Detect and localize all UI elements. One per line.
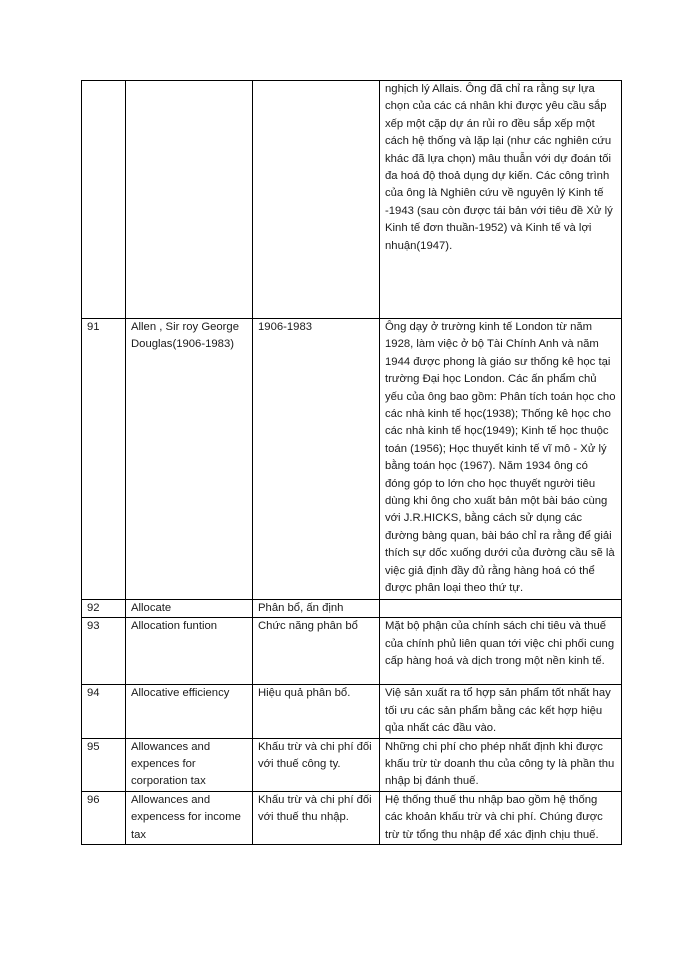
- entry-term: Allocation funtion: [126, 618, 253, 685]
- entry-description: Ông dạy ở trường kinh tế London từ năm 1928, làm việc ở bộ Tài Chính Anh và năm 1944 được phong là giáo sư thống kê học tại trường Đại học London. Các ấn phẩm chủ yếu của ông bao gồm: Phân tích toán học cho các nhà kinh tế học(1938); Thống kê học cho các nhà kinh tế học(1949); Kinh tế học thuộc toán (1956); Học thuyết kinh tế vĩ mô - Xử lý bằng toán học (1967). Năm 1934 ông có đóng góp to lớn cho học thuyết người tiêu dùng khi ông cho xuất bản một bài báo cùng với J.R.HICKS, bằng cách sử dụng các đường bàng quan, bài báo chỉ ra rằng để giải thích sự dốc xuống dưới của đường cầu sẽ là việc giả định đầy đủ rằng hàng hoá có thể được phân loại theo thứ tự.: [380, 319, 622, 600]
- entry-number: 91: [82, 319, 126, 600]
- entry-number: 94: [82, 685, 126, 738]
- entry-description: nghịch lý Allais. Ông đã chỉ ra rằng sự lựa chọn của các cá nhân khi được yêu cầu sắp xếp một cặp dự án rủi ro đều sắp xếp một cách hệ thống và lặp lại (như các nghiên cứu khác đã lựa chọn) mâu thuẫn với dự đoán tối đa hoá độ thoả dụng dự kiến. Các công trình của ông là Nghiên cứu về nguyên lý Kinh tế -1943 (sau còn được tái bản với tiêu đề Xử lý Kinh tế đơn thuần-1952) và Kinh tế và lợi nhuận(1947).: [380, 81, 622, 319]
- entry-term: [126, 81, 253, 319]
- table-row: [82, 600, 622, 618]
- entry-number: 92: [82, 600, 126, 618]
- glossary-table: [81, 80, 622, 845]
- entry-vietnamese: [253, 81, 380, 319]
- entry-vietnamese: Hiệu quả phân bổ.: [253, 685, 380, 738]
- entry-description: Việ sản xuất ra tổ hợp sản phẩm tốt nhất hay tối ưu các sản phẩm bằng các kết hợp hiệu qủa nhất các đầu vào.: [380, 685, 622, 738]
- entry-number: 96: [82, 791, 126, 844]
- entry-term: Allowances and expencess for income tax: [126, 791, 253, 844]
- entry-description: Những chi phí cho phép nhất định khi được khấu trừ từ doanh thu của công ty là phần thu nhập bị đánh thuế.: [380, 738, 622, 791]
- entry-number: 95: [82, 738, 126, 791]
- entry-description: Hệ thống thuế thu nhập bao gồm hệ thống các khoản khấu trừ và chi phí. Chúng được trừ từ tổng thu nhập để xác định chịu thuế.: [380, 791, 622, 844]
- entry-term: Allen , Sir roy George Douglas(1906-1983): [126, 319, 253, 600]
- entry-number: 93: [82, 618, 126, 685]
- entry-description: [380, 600, 622, 618]
- entry-description: Mặt bộ phận của chính sách chi tiêu và thuế của chính phủ liên quan tới việc chi phối cung cấp hàng hoá và dịch trong một nền kinh tế.: [380, 618, 622, 685]
- table-row: [82, 81, 622, 319]
- entry-term: Allocative efficiency: [126, 685, 253, 738]
- entry-vietnamese: Khấu trừ và chi phí đối với thuế công ty.: [253, 738, 380, 791]
- table-row: [82, 738, 622, 791]
- table-row: [82, 319, 622, 600]
- entry-vietnamese: Phân bổ, ấn định: [253, 600, 380, 618]
- entry-term: Allocate: [126, 600, 253, 618]
- entry-term: Allowances and expences for corporation tax: [126, 738, 253, 791]
- table-row: [82, 685, 622, 738]
- entry-vietnamese: Chức năng phân bổ: [253, 618, 380, 685]
- table-row: [82, 618, 622, 685]
- table-row: [82, 791, 622, 844]
- entry-vietnamese: 1906-1983: [253, 319, 380, 600]
- entry-vietnamese: Khấu trừ và chi phí đối với thuế thu nhập.: [253, 791, 380, 844]
- entry-number: [82, 81, 126, 319]
